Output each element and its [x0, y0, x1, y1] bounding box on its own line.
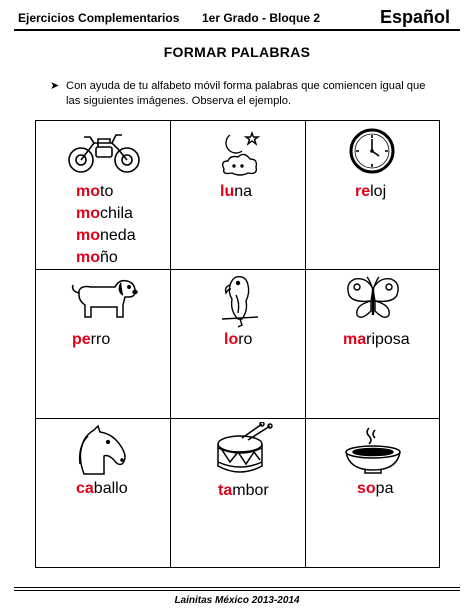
- grid-cell: [36, 121, 170, 269]
- footer-divider: [14, 590, 460, 591]
- header-divider: [14, 29, 460, 31]
- moon-icon: [218, 129, 262, 179]
- grid-cell: [305, 121, 439, 269]
- page-header: [14, 7, 468, 27]
- header-language: Español: [379, 7, 450, 27]
- word: perro: [72, 331, 111, 348]
- motorcycle-icon: [66, 129, 142, 175]
- footer-credit: Lainitas México 2013-2014: [174, 595, 300, 606]
- word: sopa: [357, 480, 394, 497]
- header-subject: Ejercicios Complementarios: [18, 11, 180, 25]
- page-title: FORMAR PALABRAS: [163, 44, 311, 60]
- grid-cell: [36, 418, 170, 567]
- arrow-bullet-icon: ➤: [50, 80, 60, 92]
- grid-cell: [170, 269, 305, 418]
- instruction-line-2: las siguientes imágenes. Observa el ejemplo.: [66, 95, 292, 107]
- word: tambor: [218, 482, 269, 499]
- word: moto: [76, 183, 114, 200]
- grid-cell: [305, 418, 439, 567]
- word: moño: [76, 249, 118, 266]
- grid-cell: [170, 418, 305, 567]
- grid-cell: [170, 121, 305, 269]
- word: luna: [220, 183, 253, 200]
- butterfly-icon: [345, 275, 401, 323]
- grid-cell: [36, 269, 170, 418]
- word: caballo: [76, 480, 128, 497]
- word: mariposa: [343, 331, 410, 348]
- header-grade: 1er Grado - Bloque 2: [202, 11, 321, 25]
- clock-icon: [348, 127, 396, 175]
- instruction: [50, 79, 446, 109]
- dog-icon: [69, 275, 139, 321]
- word: moneda: [76, 227, 136, 244]
- instruction-line-1: Con ayuda de tu alfabeto móvil forma palabras que comiencen igual que: [66, 80, 426, 92]
- page-footer: [0, 587, 474, 613]
- drum-icon: [214, 422, 274, 478]
- horse-icon: [74, 424, 132, 478]
- grid-cell: [305, 269, 439, 418]
- footer-divider: [14, 587, 460, 588]
- word: reloj: [355, 183, 387, 200]
- word: mochila: [76, 205, 133, 222]
- soup-bowl-icon: [343, 426, 403, 474]
- parrot-icon: [218, 273, 260, 329]
- word-grid: [35, 120, 440, 568]
- word: loro: [224, 331, 253, 348]
